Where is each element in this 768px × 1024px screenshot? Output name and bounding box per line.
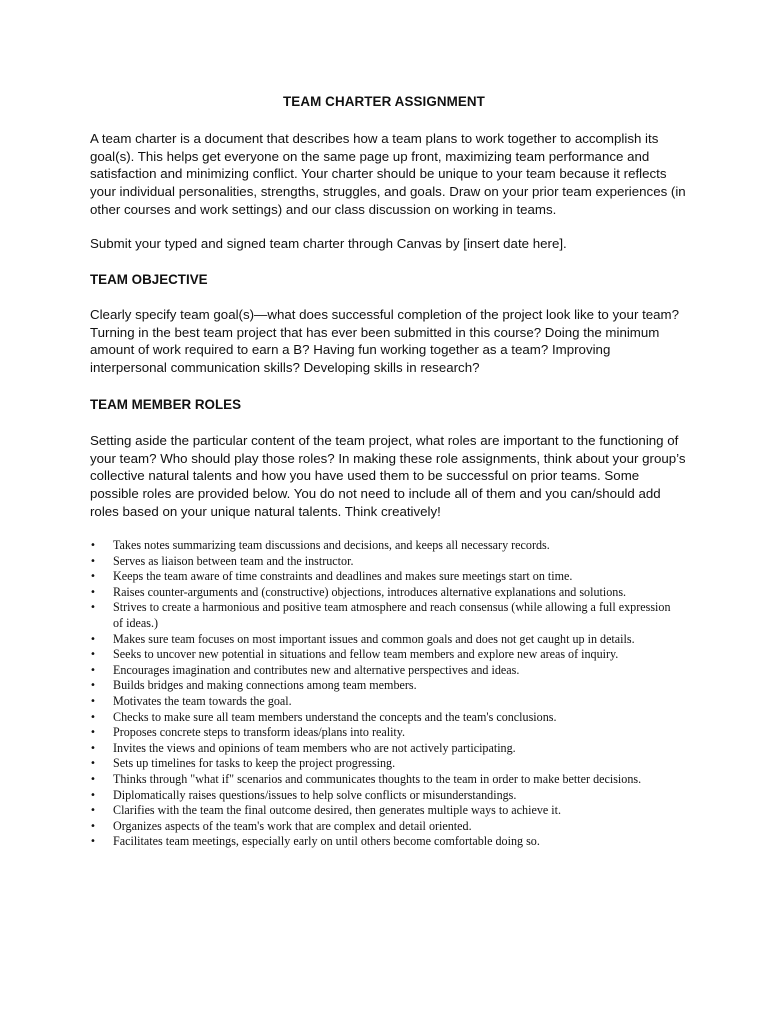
role-list-item [90, 710, 680, 726]
bullet-point: • [90, 633, 96, 645]
bullet-point: • [90, 586, 96, 598]
role-description: Sets up timelines for tasks to keep the project progressing. [113, 756, 396, 771]
role-list-item [90, 678, 680, 694]
bullet-point: • [90, 649, 96, 661]
bullet-point: • [90, 789, 96, 801]
role-list-item [90, 819, 680, 835]
role-description: Clarifies with the team the final outcome desired, then generates multiple ways to achieve it. [113, 803, 561, 818]
role-description: Organizes aspects of the team's work that are complex and detail oriented. [113, 818, 472, 833]
role-description: Checks to make sure all team members understand the concepts and the team's conclusions. [113, 709, 557, 724]
role-description: Thinks through "what if" scenarios and communicates thoughts to the team in order to make better decisions. [113, 771, 642, 786]
bullet-point: • [90, 820, 96, 832]
team-objective-paragraph: Clearly specify team goal(s)—what does successful completion of the project look like to your team? Turning in the best team project that has ever been submitted in this course? Doing the minimum amount of work required to earn a B? Having fun working together as a team? Improving interpersonal communication skills? Developing skills in research? [90, 307, 680, 376]
role-list-item [90, 647, 680, 663]
role-list-item [90, 585, 680, 601]
team-member-roles-paragraph: Setting aside the particular content of the team project, what roles are important to the functioning of your team? Who should play those roles? In making these role assignments, think about your group’s collective natural talents and how you have used them to be successful on prior teams. Some possible roles are provided below. You do not need to include all of them and you can/should add roles based on your unique natural talents. Think creatively! [90, 433, 686, 519]
bullet-point: • [90, 836, 96, 848]
role-list-item [90, 554, 680, 570]
role-list-item [90, 741, 680, 757]
role-description: Facilitates team meetings, especially early on until others become comfortable doing so. [113, 834, 540, 849]
bullet-point: • [90, 742, 96, 754]
bullet-point: • [90, 773, 96, 785]
role-list-item [90, 725, 680, 741]
bullet-point: • [90, 695, 96, 707]
bullet-point: • [90, 555, 96, 567]
role-description: Builds bridges and making connections among team members. [113, 678, 417, 693]
role-description: Raises counter-arguments and (constructive) objections, introduces alternative explanations and solutions. [113, 584, 627, 599]
role-list-item [90, 788, 680, 804]
role-description: Strives to create a harmonious and positive team atmosphere and reach consensus (while allowing a full expression of ideas.) [113, 600, 671, 630]
bullet-point: • [90, 805, 96, 817]
role-description: Motivates the team towards the goal. [113, 693, 292, 708]
role-list-item [90, 632, 680, 648]
role-description: Takes notes summarizing team discussions and decisions, and keeps all necessary records. [113, 538, 550, 552]
role-list [90, 538, 680, 850]
role-description: Makes sure team focuses on most important issues and common goals and does not get caught up in details. [113, 631, 635, 646]
role-description: Seeks to uncover new potential in situations and fellow team members and explore new areas of inquiry. [113, 647, 619, 662]
team-objective-heading: TEAM OBJECTIVE [90, 272, 208, 287]
role-description: Proposes concrete steps to transform ideas/plans into reality. [113, 725, 406, 740]
role-list-item [90, 569, 680, 585]
role-list-item [90, 803, 680, 819]
bullet-point: • [90, 571, 96, 583]
role-list-item [90, 538, 680, 554]
bullet-point: • [90, 758, 96, 770]
bullet-point: • [90, 540, 96, 551]
intro-paragraph: A team charter is a document that describes how a team plans to work together to accomplish its goal(s). This helps get everyone on the same page up front, maximizing team performance and satisfaction and minimizing conflict. Your charter should be unique to your team because it reflects your individual personalities, strengths, struggles, and goals. Draw on your prior team experiences (in other courses and work settings) and our class discussion on working in teams. [90, 131, 686, 217]
role-list-item [90, 694, 680, 710]
bullet-point: • [90, 727, 96, 739]
role-list-item [90, 834, 680, 850]
role-description: Encourages imagination and contributes new and alternative perspectives and ideas. [113, 662, 520, 677]
bullet-point: • [90, 602, 96, 614]
role-list-item [90, 663, 680, 679]
bullet-point: • [90, 680, 96, 692]
role-description: Invites the views and opinions of team members who are not actively participating. [113, 740, 516, 755]
role-list-item [90, 772, 680, 788]
submit-paragraph: Submit your typed and signed team charter through Canvas by [insert date here]. [90, 236, 567, 251]
bullet-point: • [90, 711, 96, 723]
document-title: TEAM CHARTER ASSIGNMENT [283, 94, 485, 109]
role-description: Serves as liaison between team and the instructor. [113, 553, 354, 568]
bullet-point: • [90, 664, 96, 676]
team-member-roles-heading: TEAM MEMBER ROLES [90, 397, 242, 412]
role-description: Diplomatically raises questions/issues to help solve conflicts or misunderstandings. [113, 787, 517, 802]
role-list-item [90, 600, 680, 631]
role-description: Keeps the team aware of time constraints and deadlines and makes sure meetings start on time. [113, 569, 573, 584]
role-list-item [90, 756, 680, 772]
